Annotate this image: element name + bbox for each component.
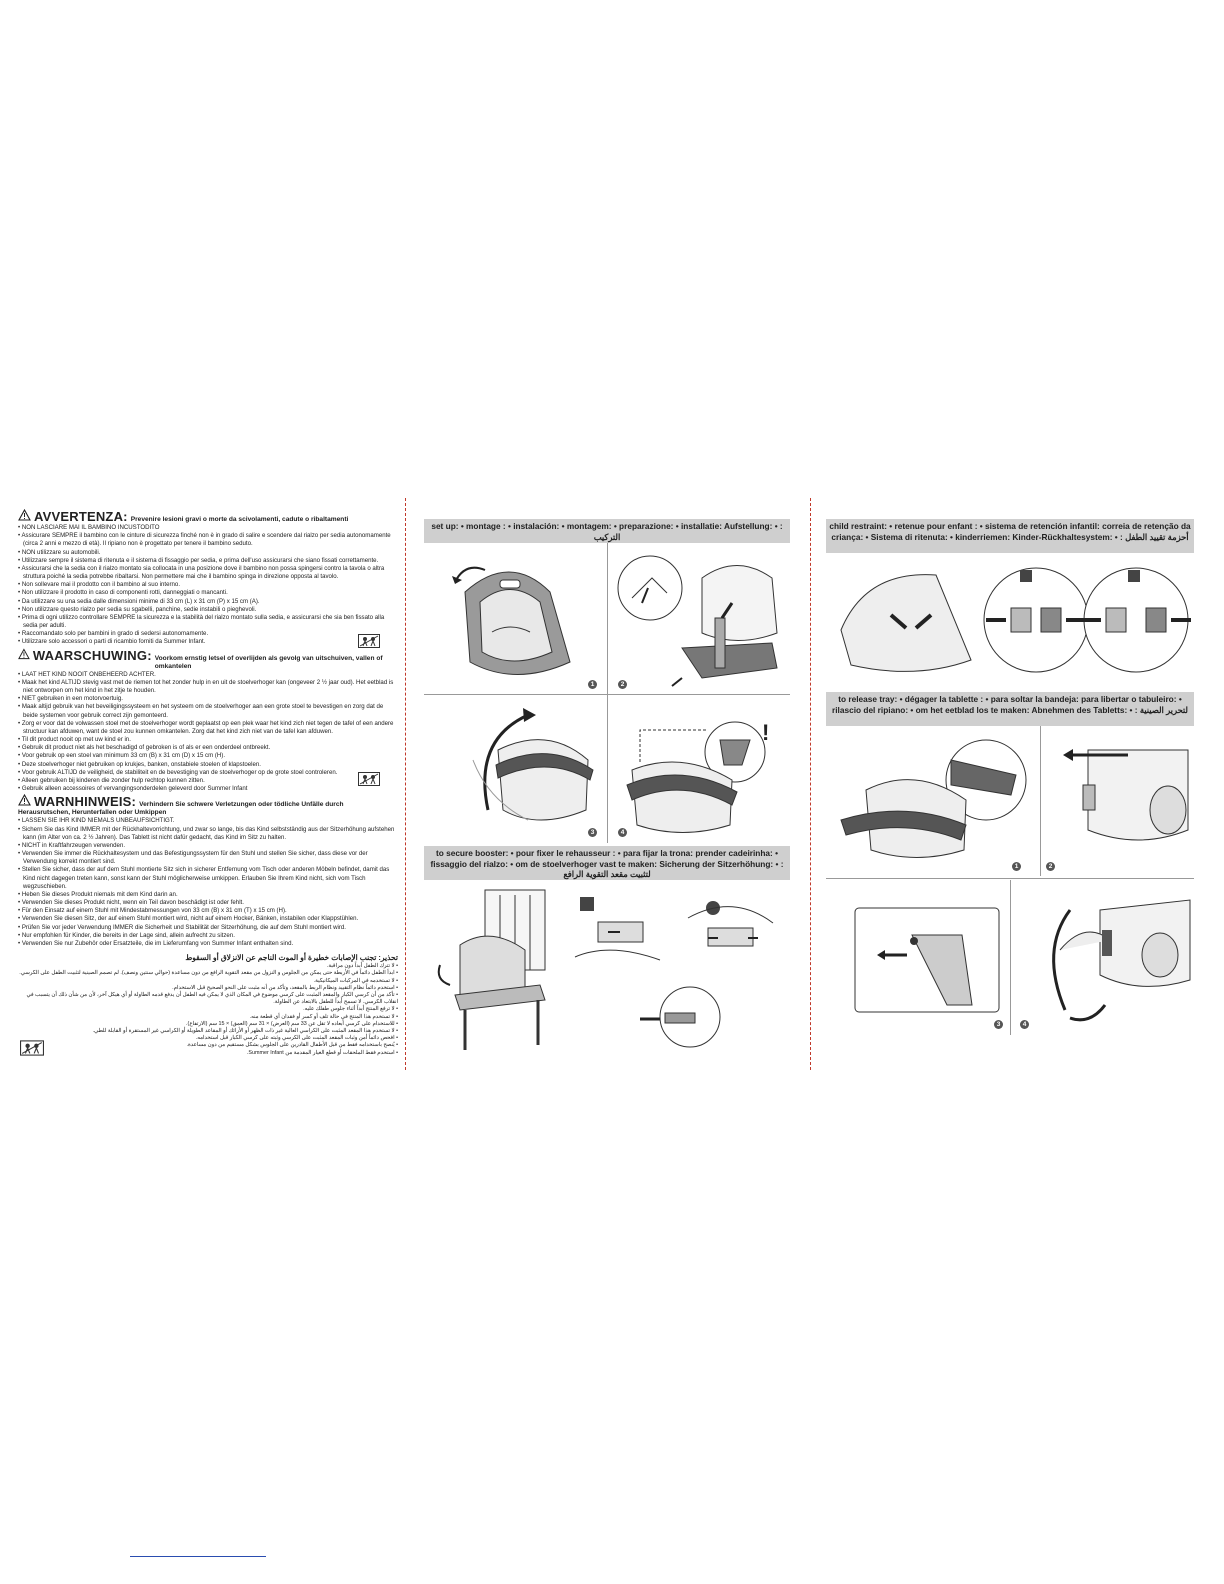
list-item: • Sichern Sie das Kind IMMER mit der Rückhaltevorrichtung, und zwar so lange, bis das Kind selbstständig aus der Sitzerhöhung aufstehen kann (im Alter von ca. 2 ½ Jahren). Das Tablett ist nicht dafür gedacht, das Kind im Sitz zu halten. (18, 825, 395, 841)
list-item: • NON utilizzare su automobili. (18, 548, 101, 556)
list-item: • Voor gebruik ALTIJD de veiligheid, de stabiliteit en de bevestiging van de stoelverhoger op de grote stoel controleren. (18, 768, 338, 776)
list-item: • Verwenden Sie nur Zubehör oder Ersatzteile, die im Lieferumfang von Summer Infant enthalten sind. (18, 939, 294, 947)
list-item: • Verwenden Sie immer die Rückhaltesystem und das Befestigungssystem für den Stuhl und stellen Sie sicher, dass diese vor der Verwendung korrekt montiert sind. (18, 850, 368, 866)
step-number: 2 (1046, 862, 1055, 871)
list-item: • Non utilizzare questo rialzo per sedia su sgabelli, panchine, sedie instabili o pieghevoli. (18, 605, 257, 613)
release-tray-step-1-illustration (836, 730, 1036, 870)
list-item: • NON LASCIARE MAI IL BAMBINO INCUSTODITO (18, 524, 160, 532)
release-tray-header: to release tray: • dégager la tablette : • para soltar la bandeja: para libertar o tabuleiro: • rilascio del ripiano: • om het eetblad los te maken: Abnehmen des Tabletts: • : لتحرير الصينية (826, 692, 1194, 726)
list-item: • Für den Einsatz auf einem Stuhl mit Mindestabmessungen von 33 cm (B) x 31 cm (T) x 15 cm (H). (18, 907, 287, 915)
age-warning-icon (20, 1040, 44, 1056)
german-warning-subtitle: Verhindern Sie schwere Verletzungen oder tödliche Unfälle durch (139, 801, 344, 809)
svg-text:!: ! (762, 720, 770, 745)
step-number: 3 (994, 1020, 1003, 1029)
warning-triangle-icon (18, 648, 30, 660)
list-item: • Raccomandato solo per bambini in grado di sedersi autonomamente. (18, 630, 209, 638)
list-item: • تأكد من أن كرسي الكبار والمقعد المثبت على كرسي موضوع في المكان الذي لا يمكن فيه الطفل أن يدفع قدمه الطاولة أو أي هيكل آخر، لأن من شأن ذلك أن يتسبب في انقلاب الكرسي. لا تسمح أبداً للطفل بالابتعاد عن الطاولة. (26, 991, 398, 1006)
italian-warning-title: AVVERTENZA: (34, 509, 128, 524)
panel-divider (1010, 880, 1011, 1035)
release-tray-step-4-illustration (1030, 890, 1195, 1030)
list-item: • Maak altijd gebruik van het beveiligingssysteem en het systeem om de stoelverhoger aan een grote stoel te bevestigen en zorg dat de beide systemen voor gebruik correct zijn gemonteerd. (18, 703, 384, 719)
list-item: • Non utilizzare il prodotto in caso di componenti rotti, danneggiati o mancanti. (18, 589, 228, 597)
list-item: • Verwenden Sie dieses Produkt nicht, wenn ein Teil davon beschädigt ist oder fehlt. (18, 899, 244, 907)
child-restraint-header: child restraint: • retenue pour enfant : • sistema de retención infantil: correia de retenção da criança: • Sistema di ritenuta: • kinderriemen: Kinder-Rückhaltesystem: • : أحزمة تقييد الطفل (826, 519, 1194, 553)
list-item: • Nur empfohlen für Kinder, die bereits in der Lage sind, allein aufrecht zu sitzen. (18, 931, 235, 939)
german-warning-heading (18, 794, 398, 809)
panel-divider (424, 694, 790, 695)
strap-unlock-illustration (678, 888, 778, 978)
list-item: • Gebruik alleen accessoires of vervangingsonderdelen geleverd door Summer Infant (18, 785, 248, 792)
list-item: • افحص دائماً أمن وثبات المقعد المثبت على الكرسي وثبته على كرسي الكبار قبل استخدامه. (195, 1035, 398, 1042)
list-item: • Non sollevare mai il prodotto con il bambino al suo interno. (18, 581, 181, 589)
warnings-column (18, 508, 398, 1057)
warning-triangle-icon (18, 794, 31, 806)
list-item: • Prüfen Sie vor jeder Verwendung IMMER die Sicherheit und Stabilität der Sitzerhöhung, die auf dem Stuhl montiert wird. (18, 923, 346, 931)
list-item: • Da utilizzare su una sedia dalle dimensioni minime di 33 cm (L) x 31 cm (P) x 15 cm (A). (18, 597, 260, 605)
list-item: • NICHT in Kraftfahrzeugen verwenden. (18, 841, 126, 849)
release-tray-step-3-illustration (852, 905, 1002, 1015)
dutch-warning-heading (18, 648, 398, 671)
list-item: • لا ترفع المنتج أبداً أثناء جلوس طفلك عليه. (303, 1006, 398, 1013)
list-item: • Prima di ogni utilizzo controllare SEMPRE la sicurezza e la stabilità del rialzo montato sulla sedia, e assicurarsi che sia ben fissato alla sedia per adulti. (18, 613, 385, 630)
list-item: • استخدم فقط الملحقات أو قطع الغيار المقدمة من Summer Infant. (246, 1049, 398, 1056)
child-restraint-illustration (836, 560, 1196, 680)
setup-step-1-illustration (440, 552, 600, 692)
setup-step-3-illustration (468, 700, 603, 840)
german-warning-subtitle-2: Herausrutschen, Herunterfallen oder Umkippen (18, 809, 167, 817)
fold-line (405, 498, 406, 1070)
list-item: • لا تترك الطفل أبداً دون مراقبة. (326, 963, 398, 970)
list-item: • NIET gebruiken in een motorvoertuig. (18, 695, 123, 703)
dutch-warning-list (18, 671, 398, 793)
german-warning-title: WARNHINWEIS: (34, 794, 137, 810)
dutch-warning-subtitle: Voorkom ernstig letsel of overlijden als gevolg van uitschuiven, vallen of omkantelen (154, 654, 383, 670)
list-item: • Verwenden Sie diesen Sitz, der auf einem Stuhl montiert wird, nicht auf einem Hocker, Bänken, instabilen oder Klappstühlen. (18, 915, 359, 923)
list-item: • للاستخدام على كرسي أبعاده لا تقل عن 33 سم (العرض) × 31 سم (العمق) × 15 سم (الارتفاع). (186, 1020, 398, 1027)
list-item: • Stellen Sie sicher, dass der auf dem Stuhl montierte Sitz sich in sicherer Entfernung vom Tisch oder anderen Möbeln befindet, damit das Kind nicht dagegen treten kann, sonst kann der Stuhl möglicherweise umkippen. Erlauben Sie Ihrem Kind nicht, sich vom Tisch wegzuschieben. (18, 866, 390, 890)
fold-line (810, 498, 811, 1070)
list-item: • Utilizzare sempre il sistema di ritenuta e il sistema di fissaggio per sedia, e prima dell'uso assicurarsi che siano fissati correttamente. (18, 556, 379, 564)
list-item: • Assicurare SEMPRE il bambino con le cinture di sicurezza finché non è in grado di salire e scendere dal rialzo per sedia autonomamente (circa 2 anni e mezzo di età). Il ripiano non è progettato per tenere il bambino seduto. (18, 532, 391, 548)
italian-warning-heading (18, 509, 398, 524)
list-item: • Assicurarsi che la sedia con il rialzo montato sia collocata in una posizione dove il bambino non possa spingersi contro la tavola o altra struttura poiché la sedia potrebbe ribaltarsi. Non permettere mai che il bambino spinga in direzione opposta al tavolo. (18, 564, 385, 581)
dutch-warning-title: WAARSCHUWING: (32, 647, 152, 663)
age-warning-icon (358, 772, 380, 786)
warning-triangle-icon (18, 509, 31, 521)
list-item: • لا تستخدم هذا المقعد المثبت على الكراسي العالية غير ذات الظهر أو الأرائك أو المقاعد الطويلة أو الكراسي غير المستقرة أو القابلة للطي. (92, 1028, 398, 1034)
panel-divider (826, 878, 1194, 879)
secure-booster-header: to secure booster: • pour fixer le rehausseur : • para fijar la trona: prender cadeirinha: • fissaggio del rialzo: • om de stoelverhoger vast te maken: Sicherung der Sitzerhöhung: • : لتثبيت مقعد التقوية الرافع (424, 846, 790, 880)
german-warning-list (18, 817, 398, 948)
list-item: • Alleen gebruiken bij kinderen die zonder hulp rechtop kunnen zitten. (18, 776, 205, 784)
list-item: • Zorg er voor dat de volwassen stoel met de stoelverhoger wordt geplaatst op een plek waar het kind zich niet tegen de tafel of een andere structuur kan afduwen, want de stoel zou kunnen omkantelen. Zorg dat het kind zich niet van de tafel kan afduwen. (18, 719, 394, 735)
step-number: 4 (1020, 1020, 1029, 1029)
setup-header: set up: • montage : • instalación: • montagem: • preparazione: • installatie: Aufstellung: • : التركيب (424, 519, 790, 543)
list-item: • يُنصح باستخدامه فقط من قبل الأطفال القادرين على الجلوس بشكل مستقيم من دون مساعدة. (186, 1042, 398, 1049)
list-item: • LAAT HET KIND NOOIT ONBEHEERD ACHTER. (18, 670, 156, 678)
list-item: • Voor gebruik op een stoel van minimum 33 cm (B) x 31 cm (D) x 15 cm (H). (18, 752, 226, 760)
step-number: 2 (618, 680, 627, 689)
footer-link-underline (130, 1556, 266, 1557)
step-number: 4 (618, 828, 627, 837)
list-item: • استخدم دائماً نظام التقييد ونظام الربط بالمقعد، وتأكد من أنه مثبت على النحو الصحيح قبل الاستخدام. (172, 984, 398, 991)
release-tray-step-2-illustration (1048, 730, 1194, 870)
italian-warning-subtitle: Prevenire lesioni gravi o morte da scivolamenti, cadute o ribaltamenti (130, 516, 349, 523)
strap-lock-illustration (570, 892, 665, 982)
secure-booster-chair-illustration (430, 885, 570, 1055)
list-item: • Maak het kind ALTIJD stevig vast met de riemen tot het zonder hulp in en uit de stoelverhoger kan (ongeveer 2 ½ jaar oud). Het eetblad is niet ontworpen om het kind in het zitje te houden. (18, 678, 394, 695)
step-number: 1 (588, 680, 597, 689)
step-number: 1 (1012, 862, 1021, 871)
arabic-warning (18, 954, 398, 1057)
italian-warning-list (18, 524, 398, 646)
lock-icon (580, 897, 594, 911)
setup-step-4-illustration (612, 700, 787, 840)
list-item: • Heben Sie dieses Produkt niemals mit dem Kind darin an. (18, 890, 178, 898)
list-item: • Utilizzare solo accessori o parti di ricambio forniti da Summer Infant. (18, 638, 206, 646)
list-item: • LASSEN SIE IHR KIND NIEMALS UNBEAUFSICHTIGT. (18, 817, 175, 825)
list-item: • Til dit product nooit op met uw kind er in. (18, 736, 131, 744)
list-item: • لا تستخدم هذا المنتج في حالة تلف أو كسر أو فقدان أي قطعة منه. (249, 1013, 398, 1020)
arabic-warning-title: تحذير: تجنب الإصابات خطيرة أو الموت الناجم عن الانزلاق أو السقوط (185, 952, 398, 962)
list-item: • Deze stoelverhoger niet gebruiken op krukjes, banken, onstabiele stoelen of klapstoelen. (18, 760, 261, 768)
age-warning-icon (358, 634, 380, 648)
panel-divider (1040, 726, 1041, 876)
list-item: • Gebruik dit product niet als het beschadigd of gebroken is of als er een onderdeel ontbreekt. (18, 744, 271, 752)
setup-step-2-illustration (612, 548, 787, 693)
list-item: • ابدأ الطفل دائماً في الأربطة حتى يمكن من الجلوس و النزول من مقعد التقوية الرافع من دون مساعدة (حوالي سنتين ونصف). لم تصمم الصينية لتثبيت الطفل على الكرسي. (19, 970, 398, 977)
strap-release-detail (635, 985, 725, 1050)
panel-divider (607, 543, 608, 843)
list-item: • لا تستخدمه في المركبات الميكانيكية. (313, 977, 398, 984)
step-number: 3 (588, 828, 597, 837)
